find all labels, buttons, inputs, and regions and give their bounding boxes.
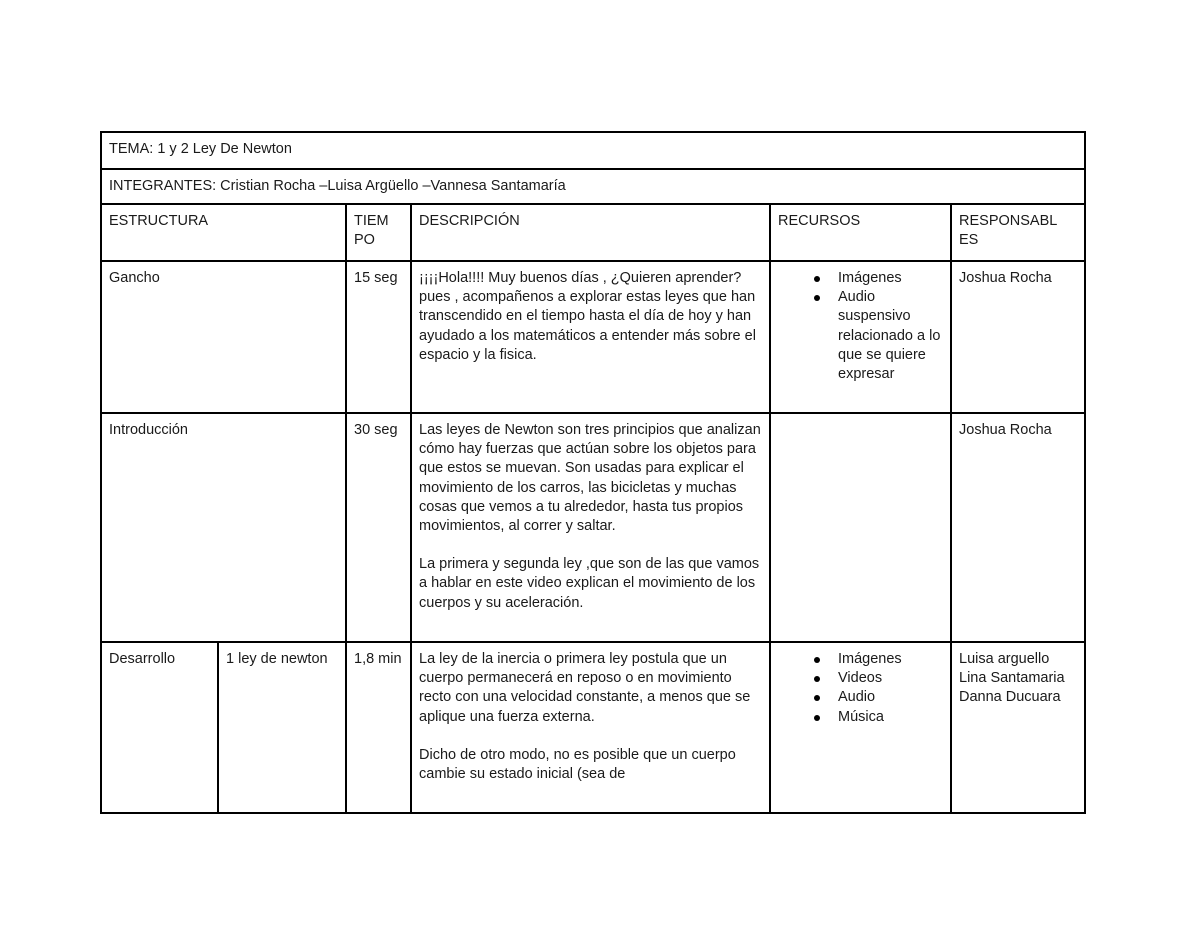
list-item: Imágenes bbox=[838, 650, 943, 669]
descripcion-paragraph: ¡¡¡¡Hola!!!! Muy buenos días , ¿Quieren aprender? pues , acompañenos a explorar estas leyes que han transcendido en el tiempo hasta el día de hoy y han ayudado a los matemáticos a entender más sobre el espacio y la fisica. bbox=[419, 270, 756, 363]
descripcion-cell bbox=[411, 413, 770, 642]
descripcion-cell bbox=[411, 642, 770, 813]
header-estructura: ESTRUCTURA bbox=[101, 204, 346, 261]
descripcion-paragraph: Dicho de otro modo, no es posible que un cuerpo cambie su estado inicial (sea de bbox=[419, 746, 736, 783]
header-tiempo: TIEM PO bbox=[346, 204, 411, 261]
tiempo-cell: 30 seg bbox=[346, 413, 411, 642]
lesson-plan-table bbox=[100, 131, 1086, 814]
header-responsables: RESPONSABL ES bbox=[951, 204, 1085, 261]
recursos-cell bbox=[770, 413, 951, 642]
header-row bbox=[101, 204, 1085, 261]
tema-cell: TEMA: 1 y 2 Ley De Newton bbox=[101, 132, 1085, 169]
table-row bbox=[101, 413, 1085, 642]
recursos-cell bbox=[770, 642, 951, 813]
responsables-cell bbox=[951, 642, 1085, 813]
recursos-cell bbox=[770, 261, 951, 413]
descripcion-paragraph: La primera y segunda ley ,que son de las que vamos a hablar en este video explican el movimiento de los cuerpos y su aceleración. bbox=[419, 556, 760, 611]
tema-row bbox=[101, 132, 1085, 169]
list-item: Videos bbox=[838, 669, 943, 688]
integrantes-row bbox=[101, 169, 1085, 204]
recursos-list bbox=[778, 650, 943, 727]
estructura-cell: Introducción bbox=[101, 413, 346, 642]
responsable-name: Danna Ducuara bbox=[959, 689, 1061, 706]
descripcion-cell bbox=[411, 261, 770, 413]
recursos-list bbox=[778, 269, 943, 384]
list-item: Audio suspensivo relacionado a lo que se quiere expresar bbox=[838, 288, 943, 384]
responsables-cell bbox=[951, 261, 1085, 413]
table-row bbox=[101, 261, 1085, 413]
responsable-name: Joshua Rocha bbox=[959, 270, 1052, 286]
list-item: Audio bbox=[838, 688, 943, 707]
table-row bbox=[101, 642, 1085, 813]
tiempo-cell: 15 seg bbox=[346, 261, 411, 413]
estructura-cell: Gancho bbox=[101, 261, 346, 413]
header-descripcion: DESCRIPCIÓN bbox=[411, 204, 770, 261]
descripcion-paragraph: Las leyes de Newton son tres principios que analizan cómo hay fuerzas que actúan sobre los objetos para que estos se muevan. Son usadas para explicar el movimiento de los carros, las bicicletas y muchas cosas que vemos a tu alrededor, hasta tus propios movimientos, al correr y saltar. bbox=[419, 422, 761, 535]
header-recursos: RECURSOS bbox=[770, 204, 951, 261]
tiempo-cell: 1,8 min bbox=[346, 642, 411, 813]
integrantes-cell: INTEGRANTES: Cristian Rocha –Luisa Argüello –Vannesa Santamaría bbox=[101, 169, 1085, 204]
estructura-cell: Desarrollo bbox=[101, 642, 218, 813]
list-item: Música bbox=[838, 708, 943, 727]
responsable-name: Luisa arguello bbox=[959, 651, 1050, 667]
responsables-cell bbox=[951, 413, 1085, 642]
responsable-name: Joshua Rocha bbox=[959, 422, 1052, 438]
subestructura-cell: 1 ley de newton bbox=[218, 642, 346, 813]
responsable-name: Lina Santamaria bbox=[959, 670, 1065, 687]
list-item: Imágenes bbox=[838, 269, 943, 288]
descripcion-paragraph: La ley de la inercia o primera ley postula que un cuerpo permanecerá en reposo o en movimiento recto con una velocidad constante, a menos que se aplique una fuerza externa. bbox=[419, 651, 751, 725]
